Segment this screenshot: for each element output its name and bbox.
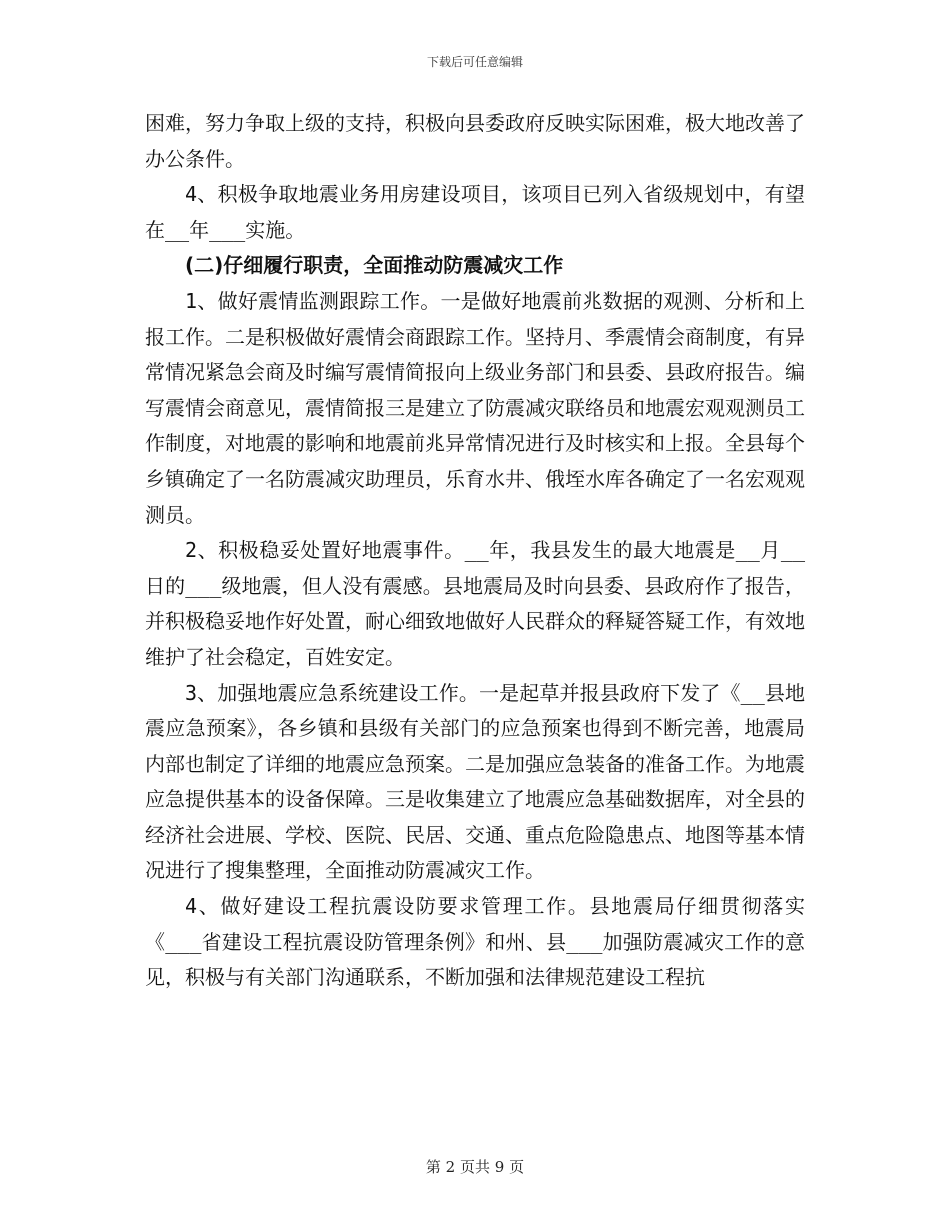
paragraph-item-3-emergency: 3、加强地震应急系统建设工作。一是起草并报县政府下发了《__县地震应急预案》，各乡镇和县级有关部门的应急预案也得到不断完善，地震局内部也制定了详细的地震应急预案。二是加强应急装备的准备工作。为地震应急提供基本的设备保障。三是收集建立了地震应急基础数据库，对全县的经济社会进展、学校、医院、民居、交通、重点危险隐患点、地图等基本情况进行了搜集整理，全面推动防震减灾工作。 — [145, 680, 805, 883]
paragraph-item-4-housing: 4、积极争取地震业务用房建设项目，该项目已列入省级规划中，有望在__年___实施。 — [145, 182, 805, 242]
paragraph-item-4-construction: 4、做好建设工程抗震设防要求管理工作。县地震局仔细贯彻落实《___省建设工程抗震设防管理条例》和州、县___加强防震减灾工作的意见，积极与有关部门沟通联系，不断加强和法律规范建设工程抗 — [145, 894, 805, 990]
page-number: 第 2 页共 9 页 — [425, 1158, 525, 1176]
paragraph-item-1-monitoring: 1、做好震情监测跟踪工作。一是做好地震前兆数据的观测、分析和上报工作。二是积极做好震情会商跟踪工作。坚持月、季震情会商制度，有异常情况紧急会商及时编写震情简报向上级业务部门和县委、县政府报告。编写震情会商意见，震情简报三是建立了防震减灾联络员和地震宏观观测员工作制度，对地震的影响和地震前兆异常情况进行及时核实和上报。全县每个乡镇确定了一名防震减灾助理员，乐育水井、俄垤水库各确定了一名宏观观测员。 — [145, 288, 805, 527]
page-header-note: 下载后可任意编辑 — [426, 55, 523, 69]
section-heading: (二)仔细履行职责，全面推动防震减灾工作 — [185, 253, 564, 278]
document-body — [145, 106, 805, 996]
paragraph-continuation: 困难，努力争取上级的支持，积极向县委政府反映实际困难，极大地改善了办公条件。 — [145, 111, 805, 171]
paragraph-item-2-events: 2、积极稳妥处置好地震事件。__年，我县发生的最大地震是__月__日的___级地震，但人没有震感。县地震局及时向县委、县政府作了报告，并积极稳妥地作好处置，耐心细致地做好人民群众的释疑答疑工作，有效地维护了社会稳定，百姓安定。 — [145, 538, 805, 669]
